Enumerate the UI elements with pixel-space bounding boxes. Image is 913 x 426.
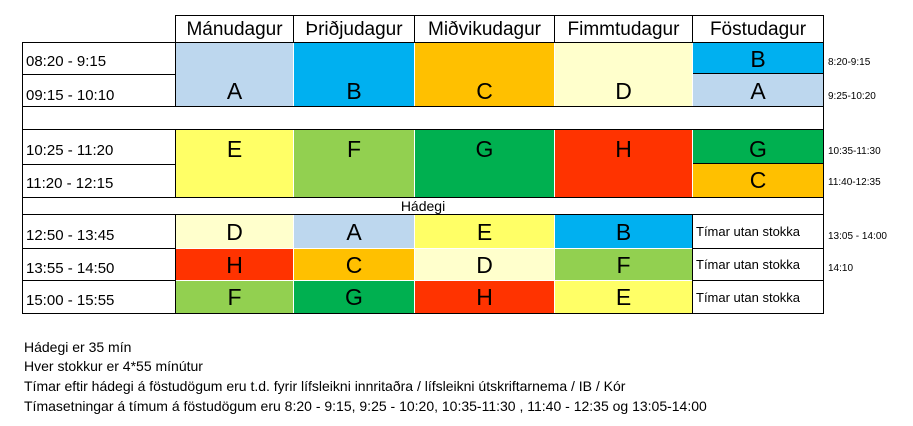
side-time-4: 11:40-12:35 (828, 177, 881, 188)
footnote-3: Tímar eftir hádegi á föstudögum eru t.d. fyrir lífsleikni innritaðra / lífsleikni útskriftarnema / IB / Kór (24, 378, 626, 394)
afternoon2-wednesday: D (415, 249, 554, 280)
afternoon3-friday-note: Tímar utan stokka (692, 280, 824, 314)
side-time-3: 10:35-11:30 (828, 146, 881, 157)
block2-tuesday: F (294, 130, 414, 197)
afternoon1-friday-note: Tímar utan stokka (692, 214, 824, 249)
afternoon2-tuesday: C (294, 249, 414, 280)
block1-thursday: D (555, 43, 692, 106)
footnote-4: Tímasetningar á tímum á föstudögum eru 8:20 - 9:15, 9:25 - 10:20, 10:35-11:30 , 11:40 - 12:35 og 13:05-14:00 (24, 398, 707, 414)
afternoon1-thursday: B (555, 215, 692, 248)
time-slot-2: 09:15 - 10:10 (22, 74, 176, 107)
side-time-5: 13:05 - 14:00 (828, 231, 887, 242)
block1-tuesday: B (294, 43, 414, 106)
block1-friday-top: B (693, 43, 823, 74)
break-row (22, 106, 824, 130)
separator (175, 42, 176, 107)
header-tuesday: Þriðjudagur (293, 15, 415, 43)
header-thursday: Fimmtudagur (554, 15, 693, 43)
footnote-1: Hádegi er 35 mín (24, 339, 132, 355)
block1-friday-bottom: A (693, 74, 823, 106)
afternoon3-tuesday: G (294, 281, 414, 313)
time-slot-7: 15:00 - 15:55 (22, 280, 176, 314)
time-slot-6: 13:55 - 14:50 (22, 248, 176, 281)
block2-friday-bottom: C (693, 164, 823, 197)
separator (175, 214, 176, 314)
separator (22, 313, 824, 314)
time-slot-4: 11:20 - 12:15 (22, 164, 176, 198)
time-slot-5: 12:50 - 13:45 (22, 214, 176, 249)
afternoon3-thursday: E (555, 281, 692, 313)
afternoon2-thursday: F (555, 249, 692, 280)
afternoon3-wednesday: H (415, 281, 554, 313)
afternoon2-monday: H (176, 249, 293, 280)
header-friday: Föstudagur (692, 15, 824, 43)
time-slot-3: 10:25 - 11:20 (22, 129, 176, 165)
separator (823, 129, 824, 198)
block2-monday: E (176, 130, 293, 197)
lunch-row: Hádegi (22, 197, 824, 215)
side-time-6: 14:10 (828, 263, 854, 274)
side-time-1: 8:20-9:15 (828, 57, 871, 68)
header-monday: Mánudagur (175, 15, 294, 43)
separator (823, 42, 824, 107)
side-time-2: 9:25-10:20 (828, 91, 876, 102)
afternoon1-wednesday: E (415, 215, 554, 248)
afternoon1-monday: D (176, 215, 293, 248)
block1-monday: A (176, 43, 293, 106)
afternoon2-friday-note: Tímar utan stokka (692, 248, 824, 281)
header-wednesday: Miðvikudagur (414, 15, 555, 43)
afternoon1-tuesday: A (294, 215, 414, 248)
block2-thursday: H (555, 130, 692, 197)
afternoon3-monday: F (176, 281, 293, 313)
block2-wednesday: G (415, 130, 554, 197)
time-slot-1: 08:20 - 9:15 (22, 42, 176, 75)
block1-wednesday: C (415, 43, 554, 106)
footnote-2: Hver stokkur er 4*55 mínútur (24, 358, 203, 374)
block2-friday-top: G (693, 130, 823, 164)
